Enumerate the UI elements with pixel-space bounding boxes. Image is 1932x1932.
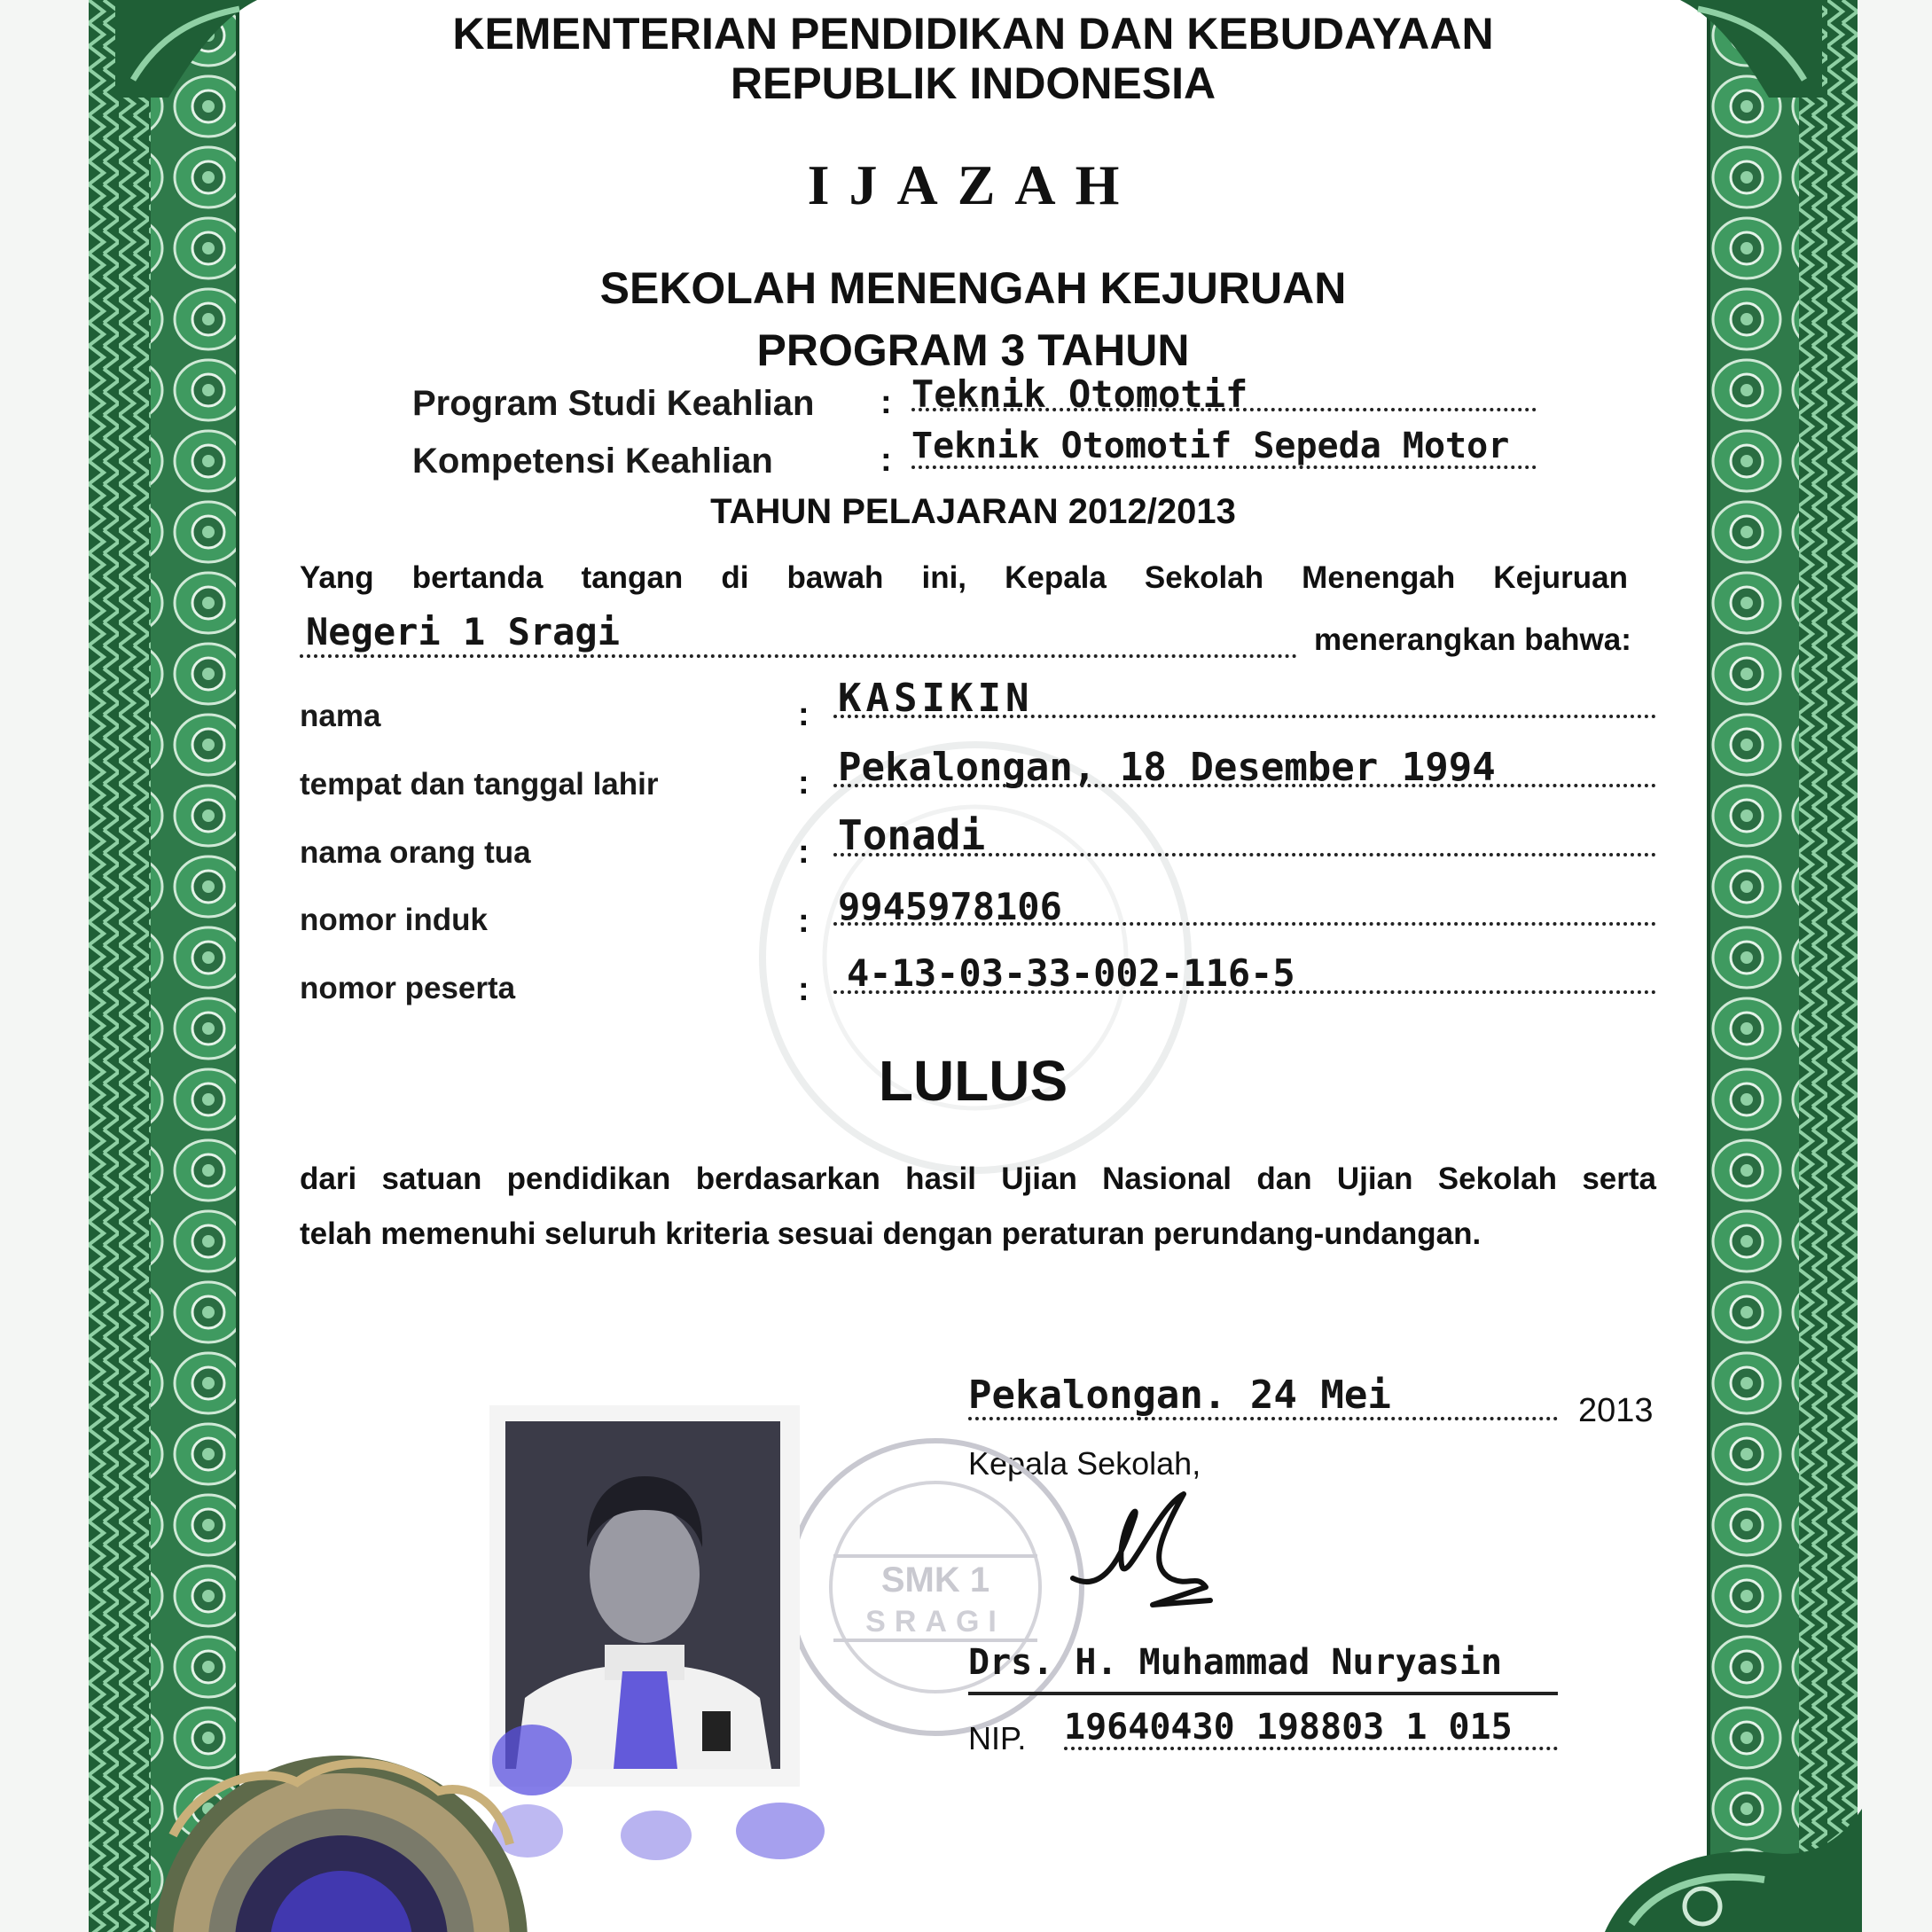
field-label-orang-tua: nama orang tua — [300, 835, 531, 870]
field-value-nama: KASIKIN — [838, 676, 1034, 721]
field-label-ttl: tempat dan tanggal lahir — [300, 767, 659, 802]
field-colon-ttl: : — [798, 764, 810, 802]
official-seal — [120, 1729, 528, 1932]
signature-year: 2013 — [1578, 1392, 1654, 1429]
field-value-ttl: Pekalongan, 18 Desember 1994 — [838, 745, 1496, 790]
field-colon-orang-tua: : — [798, 833, 810, 871]
field-line-nomor-induk — [833, 922, 1656, 926]
field-line-nomor-peserta — [833, 990, 1656, 994]
result-lulus: LULUS — [878, 1049, 1068, 1113]
nip-label: NIP. — [968, 1720, 1027, 1756]
field-value-nomor-induk: 9945978106 — [838, 885, 1062, 928]
corner-ornament-top-right — [1680, 0, 1822, 98]
field-line-orang-tua — [833, 853, 1656, 856]
school-type: SEKOLAH MENENGAH KEJURUAN — [599, 263, 1347, 313]
statement-intro: Yang bertanda tangan di bawah ini, Kepala Sekolah Menengah Kejuruan — [300, 560, 1628, 595]
program-studi-line — [911, 408, 1537, 411]
principal-name: Drs. H. Muhammad Nuryasin — [968, 1642, 1503, 1683]
handwritten-signature — [1055, 1481, 1232, 1623]
kompetensi-label: Kompetensi Keahlian — [412, 442, 773, 481]
decorative-border-left — [89, 0, 239, 1932]
field-colon-nomor-peserta: : — [798, 971, 810, 1008]
school-name-line — [300, 654, 1297, 658]
nip-line — [1064, 1747, 1558, 1750]
field-label-nama: nama — [300, 699, 381, 733]
field-label-nomor-induk: nomor induk — [300, 903, 488, 937]
document-title: IJAZAH — [807, 153, 1139, 216]
school-name-value: Negeri 1 Sragi — [306, 610, 621, 653]
corner-ornament-bottom-right — [1596, 1800, 1862, 1932]
kompetensi-value: Teknik Otomotif Sepeda Motor — [911, 426, 1510, 466]
page-margin-left — [0, 0, 89, 1932]
nip-value: 19640430 198803 1 015 — [1064, 1707, 1513, 1748]
kompetensi-colon: : — [880, 442, 892, 479]
place-date-value: Pekalongan. 24 Mei — [968, 1373, 1391, 1418]
field-value-nomor-peserta: 4-13-03-33-002-116-5 — [847, 951, 1295, 995]
stamp-text-1: SMK 1 — [880, 1560, 990, 1600]
decorative-border-right — [1707, 0, 1858, 1932]
closing-line-2: telah memenuhi seluruh kriteria sesuai dengan peraturan perundang-undangan. — [300, 1216, 1482, 1251]
program-studi-colon: : — [880, 384, 892, 421]
closing-line-1: dari satuan pendidikan berdasarkan hasil Ujian Nasional dan Ujian Sekolah serta — [300, 1162, 1656, 1196]
field-value-orang-tua: Tonadi — [838, 811, 986, 859]
signature-role: Kepala Sekolah, — [968, 1445, 1201, 1482]
field-colon-nama: : — [798, 696, 810, 733]
program-studi-value: Teknik Otomotif — [911, 372, 1248, 416]
field-colon-nomor-induk: : — [798, 903, 810, 940]
principal-name-underline — [968, 1692, 1558, 1695]
page-margin-right — [1858, 0, 1932, 1932]
field-line-nama — [833, 715, 1656, 718]
program-studi-label: Program Studi Keahlian — [412, 384, 815, 423]
statement-suffix: menerangkan bahwa: — [1314, 622, 1631, 657]
school-stamp — [771, 1419, 1099, 1756]
academic-year: TAHUN PELAJARAN 2012/2013 — [710, 492, 1236, 531]
kompetensi-line — [911, 465, 1537, 469]
program-duration: PROGRAM 3 TAHUN — [756, 325, 1190, 375]
field-line-ttl — [833, 784, 1656, 787]
ministry-line-1: KEMENTERIAN PENDIDIKAN DAN KEBUDAYAAN — [452, 9, 1494, 59]
field-label-nomor-peserta: nomor peserta — [300, 971, 516, 1005]
corner-ornament-top-left — [115, 0, 257, 98]
ministry-line-2: REPUBLIK INDONESIA — [730, 59, 1216, 108]
stamp-text-2: SRAGI — [865, 1605, 1005, 1639]
